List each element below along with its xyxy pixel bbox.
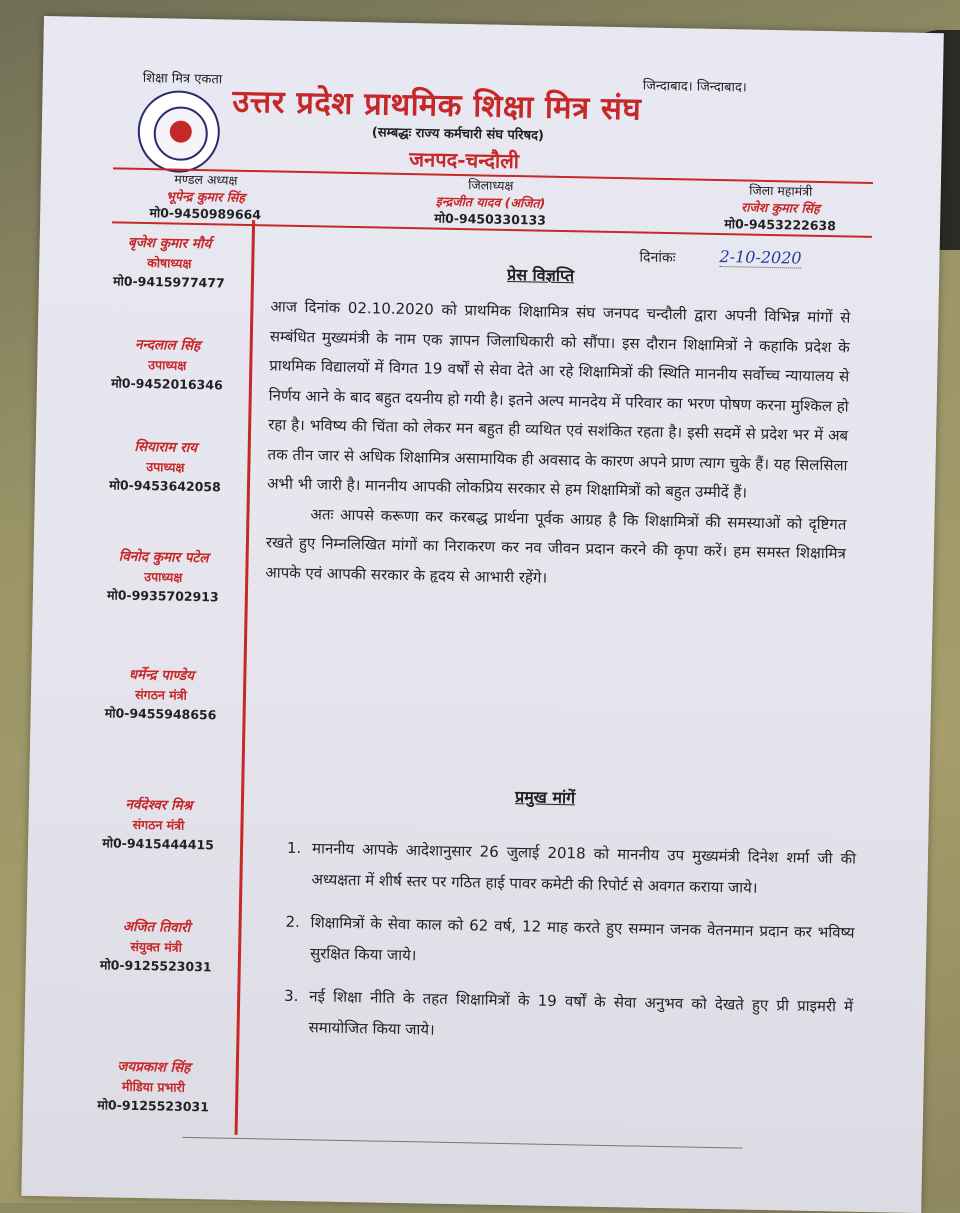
- official-mobile: मो0-9453222638: [724, 216, 837, 234]
- official-role: जिलाध्यक्ष: [468, 177, 514, 194]
- member-mobile: मो0-9452016346: [111, 375, 223, 393]
- official-mobile: मो0-9450330133: [434, 210, 547, 228]
- demand-item: 2. शिक्षामित्रों के सेवा काल को 62 वर्ष, 12 माह करते हुए सम्मान जनक वेतनमान प्रदान कर भविष्य सुरक्षित किया जाये।: [304, 907, 855, 980]
- member-name: बृजेश कुमार मौर्य: [127, 234, 212, 253]
- letterhead-document: [21, 16, 943, 1213]
- sidebar-member: [78, 795, 239, 855]
- district-name: जनपद-चन्दौली: [409, 147, 520, 174]
- official-mobile: मो0-9450989664: [149, 205, 262, 223]
- member-role: संयुक्त मंत्री: [130, 938, 183, 955]
- sidebar-member: [87, 335, 248, 395]
- page-bottom-rule: [182, 1137, 742, 1149]
- member-mobile: मो0-9935702913: [106, 587, 219, 605]
- organization-title: उत्तर प्रदेश प्राथमिक शिक्षा मित्र संघ: [232, 83, 642, 128]
- demands-list: [272, 833, 856, 1066]
- member-role: मीडिया प्रभारी: [121, 1078, 186, 1095]
- sidebar-member: [73, 1057, 234, 1117]
- member-name: नन्दलाल सिंह: [134, 336, 201, 355]
- member-role: संगठन मंत्री: [132, 816, 185, 833]
- demand-item: 3. नई शिक्षा नीति के तहत शिक्षामित्रों के 19 वर्षों के सेवा अनुभव को देखते हुए प्री प्राइमरी में समायोजित किया जाये।: [302, 981, 853, 1054]
- seal-mark: [170, 120, 192, 142]
- affiliation: (सम्बद्धः राज्य कर्मचारी संघ परिषद): [371, 125, 545, 144]
- demands-heading: प्रमुख मांगें: [514, 787, 576, 808]
- member-role: उपाध्यक्ष: [144, 569, 183, 585]
- sidebar-member: [80, 665, 241, 725]
- demand-item: 1. माननीय आपके आदेशानुसार 26 जुलाई 2018 को माननीय उप मुख्यमंत्री दिनेश शर्मा जी की अध्यक्षता में शीर्ष स्तर पर गठित हाई पावर कमेटी की रिपोर्ट से अवगत कराया जाये।: [305, 833, 856, 906]
- official-district-president: [390, 175, 591, 230]
- sidebar-member: [83, 547, 244, 607]
- handwritten-date: 2-10-2020: [719, 247, 802, 268]
- member-name: सियाराम राय: [134, 438, 198, 457]
- member-name: विनोद कुमार पटेल: [118, 548, 209, 567]
- member-role: उपाध्यक्ष: [148, 357, 187, 373]
- union-seal-icon: [137, 90, 221, 174]
- member-role: संगठन मंत्री: [135, 686, 187, 703]
- official-district-general-secretary: [695, 181, 866, 235]
- sidebar-member: [89, 233, 250, 293]
- body-paragraph: अतः आपसे करूणा कर करबद्ध प्रार्थना पूर्वक आग्रह है कि शिक्षामित्रों की समस्याओं को दृष्टिगत रखते हुए निम्नलिखित मांगों का निराकरण कर नव जीवन प्रदान करने की कृपा करें। हम समस्त शिक्षामित्र आपके एवं आपकी सरकार के हृदय से आभारी रहेंगे।: [265, 504, 847, 587]
- date-label: दिनांकः: [639, 249, 676, 267]
- member-mobile: मो0-9415444415: [102, 835, 215, 853]
- official-name: भूपेन्द्र कुमार सिंह: [166, 188, 246, 205]
- member-name: जयप्रकाश सिंह: [117, 1058, 191, 1077]
- member-name: नर्वदेश्वर मिश्र: [125, 796, 193, 814]
- member-name: धर्मेन्द्र पाण्डेय: [128, 666, 195, 684]
- body-paragraph: आज दिनांक 02.10.2020 को प्राथमिक शिक्षामित्र संघ जनपद चन्दौली द्वारा अपनी विभिन्न मांगों से सम्बंधित मुख्यमंत्री के नाम एक ज्ञापन जिलाधिकारी को सौंपा। इस दौरान शिक्षामित्रों ने कहाकि प्रदेश के प्राथमिक विद्यालयों में विगत 19 वर्षों से सेवा देते आ रहे शिक्षामित्रों की स्थिति माननीय सर्वोच्च न्यायालय से निर्णय आने के बाद बहुत दयनीय हो गयी है। इतने अल्प मानदेय में परिवार का भरण पोषण करना मुश्किल हो रहा है। भविष्य की चिंता को लेकर मन बहुत ही व्यथित एवं सशंकित रहता है। इसी सदमें से प्रदेश भर में अब तक तीन जार से अधिक शिक्षामित्र असामायिक ही अवसाद के कारण अपने प्राण त्याग चुके हैं। यह सिलसिला अभी भी जारी है। माननीय आपकी लोकप्रिय सरकार से हम शिक्षामित्रों को बहुत उम्मीदें हैं।: [266, 297, 851, 502]
- member-mobile: मो0-9453642058: [109, 477, 221, 495]
- press-release-body: [265, 292, 851, 598]
- official-role: जिला महामंत्री: [749, 182, 813, 199]
- official-name: राजेश कुमार सिंह: [741, 199, 820, 216]
- member-role: कोषाध्यक्ष: [147, 255, 192, 271]
- official-name: इन्द्रजीत यादव (अजित): [435, 193, 546, 211]
- member-mobile: मो0-9125523031: [97, 1097, 210, 1115]
- member-role: उपाध्यक्ष: [146, 459, 185, 475]
- slogan-left: शिक्षा मित्र एकता: [142, 70, 223, 88]
- official-divisional-president: [120, 170, 291, 224]
- press-release-title: प्रेस विज्ञप्ति: [506, 264, 575, 286]
- member-mobile: मो0-9415977477: [112, 273, 225, 291]
- official-role: मण्डल अध्यक्ष: [174, 171, 238, 188]
- member-mobile: मो0-9125523031: [99, 957, 212, 975]
- sidebar-member: [85, 437, 246, 497]
- seal-inner-ring: [153, 106, 208, 161]
- sidebar-member: [76, 917, 237, 977]
- member-mobile: मो0-9455948656: [104, 705, 217, 723]
- member-name: अजित तिवारी: [122, 918, 191, 936]
- slogan-right: जिन्दाबाद। जिन्दाबाद।: [642, 78, 747, 96]
